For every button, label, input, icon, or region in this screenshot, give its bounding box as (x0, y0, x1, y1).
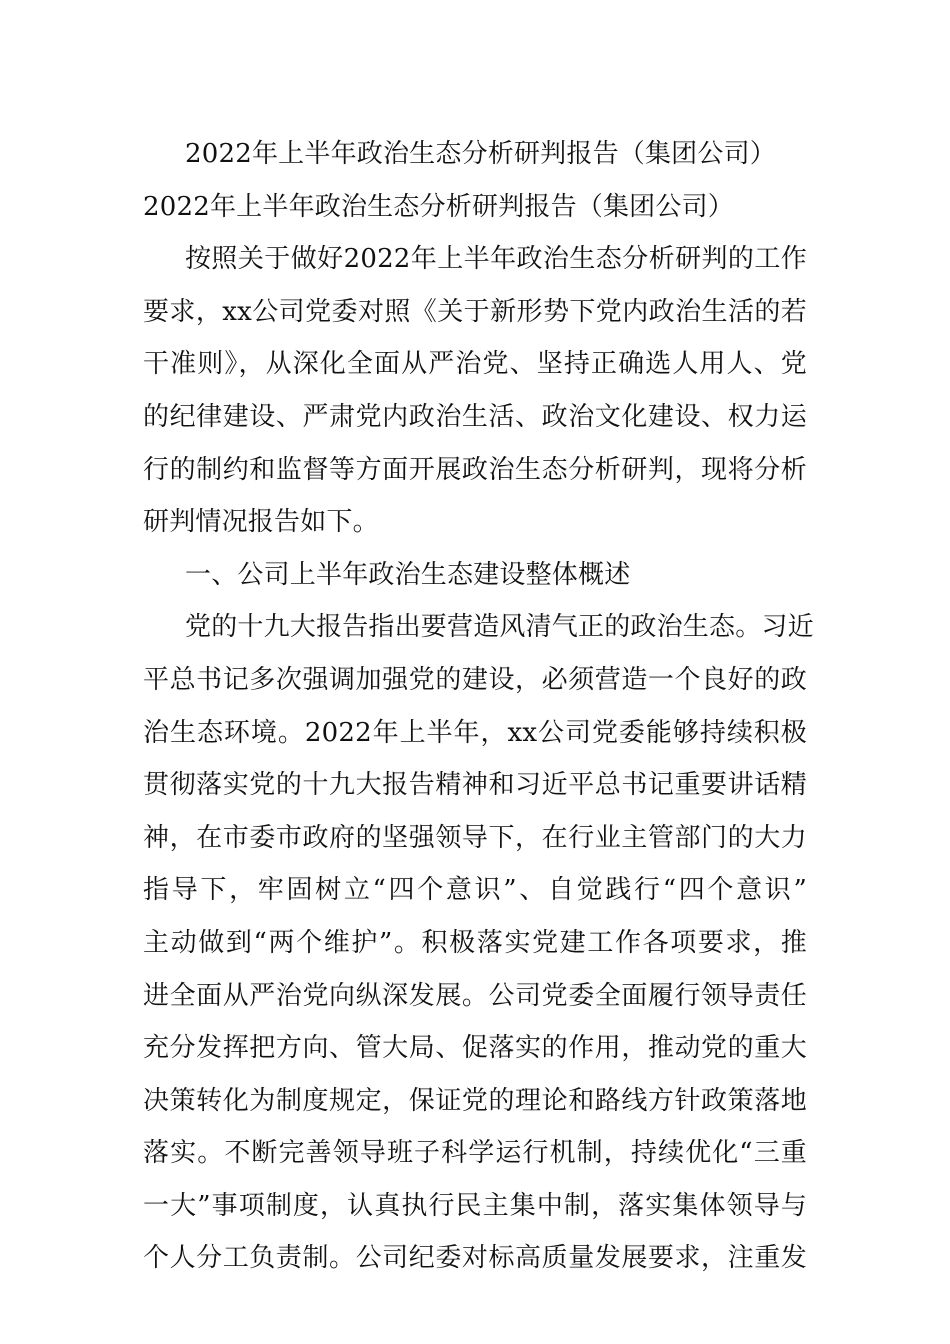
paragraph-2 (143, 601, 814, 1285)
paragraph-line: 党的十九大报告指出要营造风清气正的政治生态。习近 (185, 612, 814, 643)
paragraph-line: 研判情况报告如下。 (143, 507, 379, 538)
paragraph-line: 干准则》，从深化全面从严治党、坚持正确选人用人、党 (143, 349, 807, 380)
paragraph-line: 进全面从严治党向纵深发展。公司党委全面履行领导责任 (143, 980, 807, 1011)
paragraph-line: 一大”事项制度，认真执行民主集中制，落实集体领导与 (143, 1190, 807, 1221)
paragraph-line: 要求，xx公司党委对照《关于新形势下党内政治生活的若 (143, 296, 807, 327)
paragraph-line: 指导下，牢固树立“四个意识”、自觉践行“四个意识” (143, 875, 807, 906)
document-title: 2022年上半年政治生态分析研判报告（集团公司） (185, 139, 776, 169)
paragraph-line: 个人分工负责制。公司纪委对标高质量发展要求，注重发 (143, 1243, 807, 1274)
paragraph-line: 治生态环境。2022年上半年，xx公司党委能够持续积极 (143, 717, 807, 748)
paragraph-line: 神，在市委市政府的坚强领导下，在行业主管部门的大力 (143, 822, 807, 853)
paragraph-line: 平总书记多次强调加强党的建设，必须营造一个良好的政 (143, 664, 807, 695)
paragraph-line: 充分发挥把方向、管大局、促落实的作用，推动党的重大 (143, 1033, 807, 1064)
paragraph-line: 的纪律建设、严肃党内政治生活、政治文化建设、权力运 (143, 401, 807, 432)
document-subtitle: 2022年上半年政治生态分析研判报告（集团公司） (143, 191, 734, 222)
document-page (143, 128, 814, 1285)
paragraph-line: 落实。不断完善领导班子科学运行机制，持续优化“三重 (143, 1138, 807, 1169)
section-heading: 一、公司上半年政治生态建设整体概述 (185, 559, 631, 590)
paragraph-line: 行的制约和监督等方面开展政治生态分析研判，现将分析 (143, 454, 807, 485)
paragraph-line: 决策转化为制度规定，保证党的理论和路线方针政策落地 (143, 1085, 807, 1116)
paragraph-line: 按照关于做好2022年上半年政治生态分析研判的工作 (185, 244, 807, 275)
paragraph-line: 贯彻落实党的十九大报告精神和习近平总书记重要讲话精 (143, 770, 807, 801)
paragraph-1 (143, 233, 807, 549)
paragraph-line: 主动做到“两个维护”。积极落实党建工作各项要求，推 (143, 927, 807, 958)
